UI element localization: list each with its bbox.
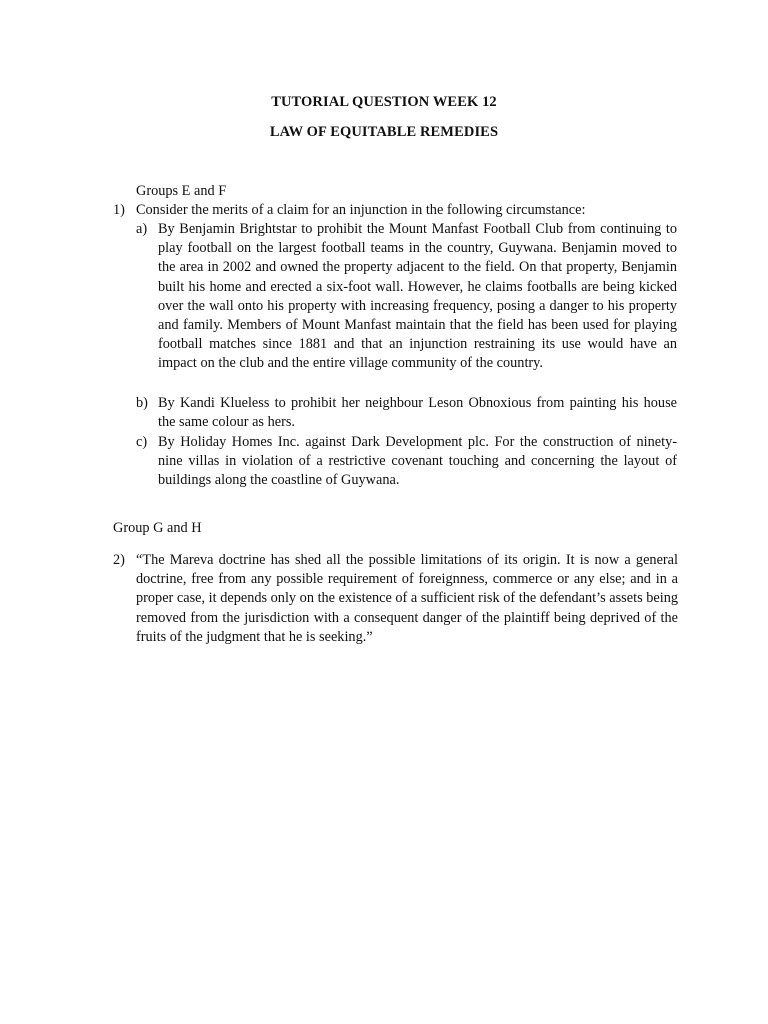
item-b-text: By Kandi Klueless to prohibit her neighbour Leson Obnoxious from painting his house the same colour as hers. bbox=[158, 395, 677, 431]
section-heading-groups-e-f: Groups E and F bbox=[136, 183, 227, 199]
question-2-number: 2) bbox=[113, 552, 125, 568]
item-c-text: By Holiday Homes Inc. against Dark Development plc. For the construction of ninety-nine villas in violation of a restrictive covenant touching and concerning the layout of buildings along the coastline of Guywana. bbox=[158, 434, 677, 489]
item-a-label: a) bbox=[136, 221, 148, 237]
question-1-number: 1) bbox=[113, 202, 125, 218]
question-1-text: Consider the merits of a claim for an injunction in the following circumstance: bbox=[136, 202, 586, 218]
document-title: TUTORIAL QUESTION WEEK 12 bbox=[271, 94, 497, 110]
item-a-text: By Benjamin Brightstar to prohibit the Mount Manfast Football Club from continuing to play football on the largest football teams in the country, Guywana. Benjamin moved to the area in 2002 and owned the property adjacent to the field. On that property, Benjamin built his home and erected a six-foot wall. However, he claims footballs are being kicked over the wall onto his property with increasing frequency, posing a danger to his property and family. Members of Mount Manfast maintain that the field has been used for playing football matches since 1881 and that an injunction restraining its use would have an impact on the club and the entire village community of the country. bbox=[158, 221, 677, 372]
question-2-text: “The Mareva doctrine has shed all the possible limitations of its origin. It is now a general doctrine, free from any possible requirement of foreignness, commerce or any else; and in a proper case, it depends only on the existence of a sufficient risk of the defendant’s assets being removed from the jurisdiction with a consequent danger of the plaintiff being deprived of the fruits of the judgment that he is seeking.” bbox=[136, 552, 678, 645]
section-heading-groups-g-h: Group G and H bbox=[113, 520, 202, 536]
item-b-label: b) bbox=[136, 395, 148, 411]
item-c-label: c) bbox=[136, 434, 148, 450]
document-subtitle: LAW OF EQUITABLE REMEDIES bbox=[269, 124, 499, 140]
